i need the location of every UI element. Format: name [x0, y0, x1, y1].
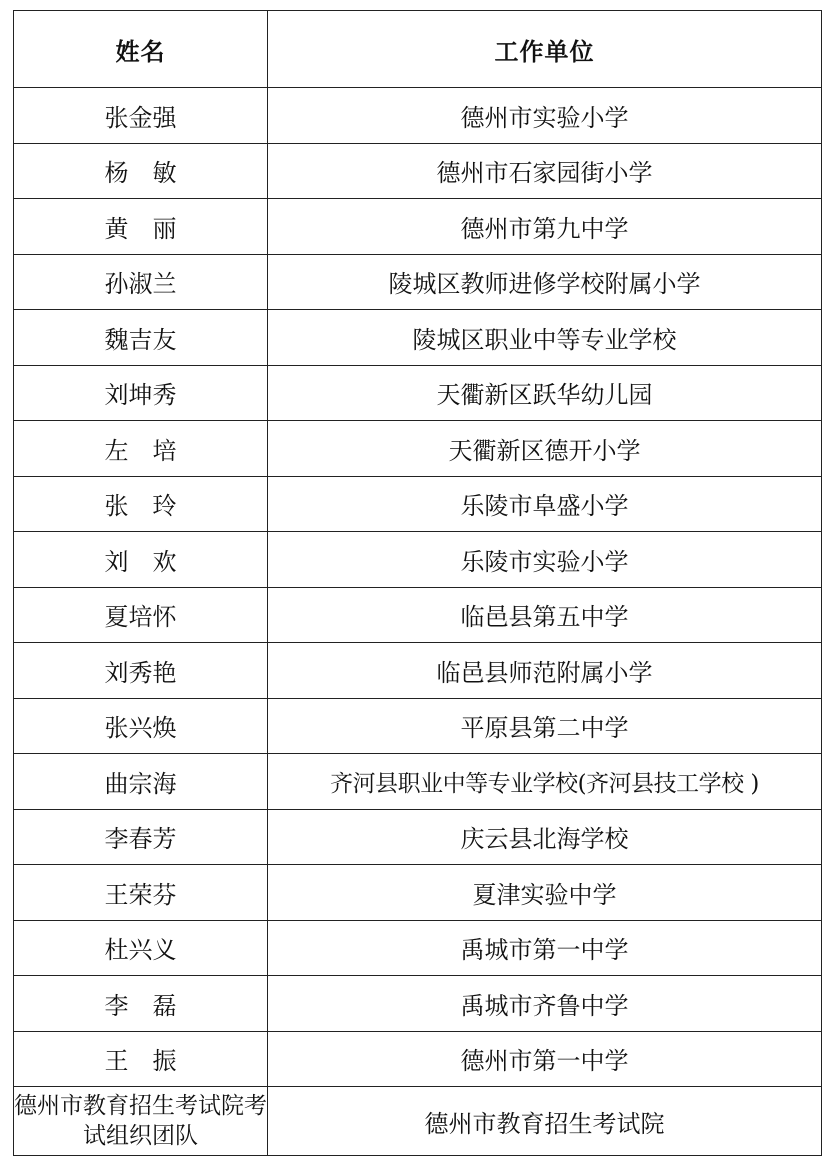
unit-cell: 天衢新区德开小学 — [268, 421, 822, 477]
table-row — [14, 920, 822, 976]
unit-cell: 乐陵市实验小学 — [268, 532, 822, 588]
unit-cell: 禹城市第一中学 — [268, 920, 822, 976]
name-cell: 张兴焕 — [14, 698, 268, 754]
name-cell: 刘秀艳 — [14, 643, 268, 699]
table-row — [14, 587, 822, 643]
name-cell: 杜兴义 — [14, 920, 268, 976]
name-cell: 夏培怀 — [14, 587, 268, 643]
unit-cell: 禹城市齐鲁中学 — [268, 976, 822, 1032]
table-row — [14, 865, 822, 921]
name-cell: 王 振 — [14, 1031, 268, 1087]
name-cell: 王荣芬 — [14, 865, 268, 921]
name-cell: 孙淑兰 — [14, 254, 268, 310]
table-row — [14, 254, 822, 310]
name-cell: 刘 欢 — [14, 532, 268, 588]
table-row — [14, 143, 822, 199]
name-cell: 张 玲 — [14, 476, 268, 532]
table-row — [14, 698, 822, 754]
unit-cell: 庆云县北海学校 — [268, 809, 822, 865]
unit-cell: 德州市石家园街小学 — [268, 143, 822, 199]
name-cell: 黄 丽 — [14, 199, 268, 255]
name-cell: 李春芳 — [14, 809, 268, 865]
unit-cell: 齐河县职业中等专业学校(齐河县技工学校 ) — [268, 754, 822, 810]
table-row — [14, 476, 822, 532]
name-cell: 左 培 — [14, 421, 268, 477]
table-row — [14, 421, 822, 477]
unit-cell: 德州市实验小学 — [268, 88, 822, 144]
column-header-name: 姓名 — [14, 11, 268, 88]
table-row — [14, 643, 822, 699]
table-row — [14, 88, 822, 144]
name-cell: 曲宗海 — [14, 754, 268, 810]
table-row — [14, 809, 822, 865]
table-row — [14, 754, 822, 810]
unit-cell: 陵城区职业中等专业学校 — [268, 310, 822, 366]
name-cell: 李 磊 — [14, 976, 268, 1032]
unit-cell: 德州市第九中学 — [268, 199, 822, 255]
header-row — [14, 11, 822, 88]
unit-cell: 平原县第二中学 — [268, 698, 822, 754]
name-cell: 张金强 — [14, 88, 268, 144]
unit-cell: 德州市第一中学 — [268, 1031, 822, 1087]
unit-cell: 临邑县第五中学 — [268, 587, 822, 643]
unit-cell: 德州市教育招生考试院 — [268, 1087, 822, 1156]
name-cell: 杨 敏 — [14, 143, 268, 199]
table-row — [14, 1087, 822, 1156]
unit-cell: 临邑县师范附属小学 — [268, 643, 822, 699]
name-cell: 德州市教育招生考试院考试组织团队 — [14, 1087, 268, 1156]
table-row — [14, 310, 822, 366]
table-row — [14, 1031, 822, 1087]
personnel-table — [13, 10, 822, 1156]
table-row — [14, 199, 822, 255]
table-row — [14, 976, 822, 1032]
name-cell: 魏吉友 — [14, 310, 268, 366]
unit-cell: 陵城区教师进修学校附属小学 — [268, 254, 822, 310]
unit-cell: 夏津实验中学 — [268, 865, 822, 921]
unit-cell: 天衢新区跃华幼儿园 — [268, 365, 822, 421]
table-row — [14, 532, 822, 588]
name-cell: 刘坤秀 — [14, 365, 268, 421]
column-header-unit: 工作单位 — [268, 11, 822, 88]
unit-cell: 乐陵市阜盛小学 — [268, 476, 822, 532]
table-row — [14, 365, 822, 421]
